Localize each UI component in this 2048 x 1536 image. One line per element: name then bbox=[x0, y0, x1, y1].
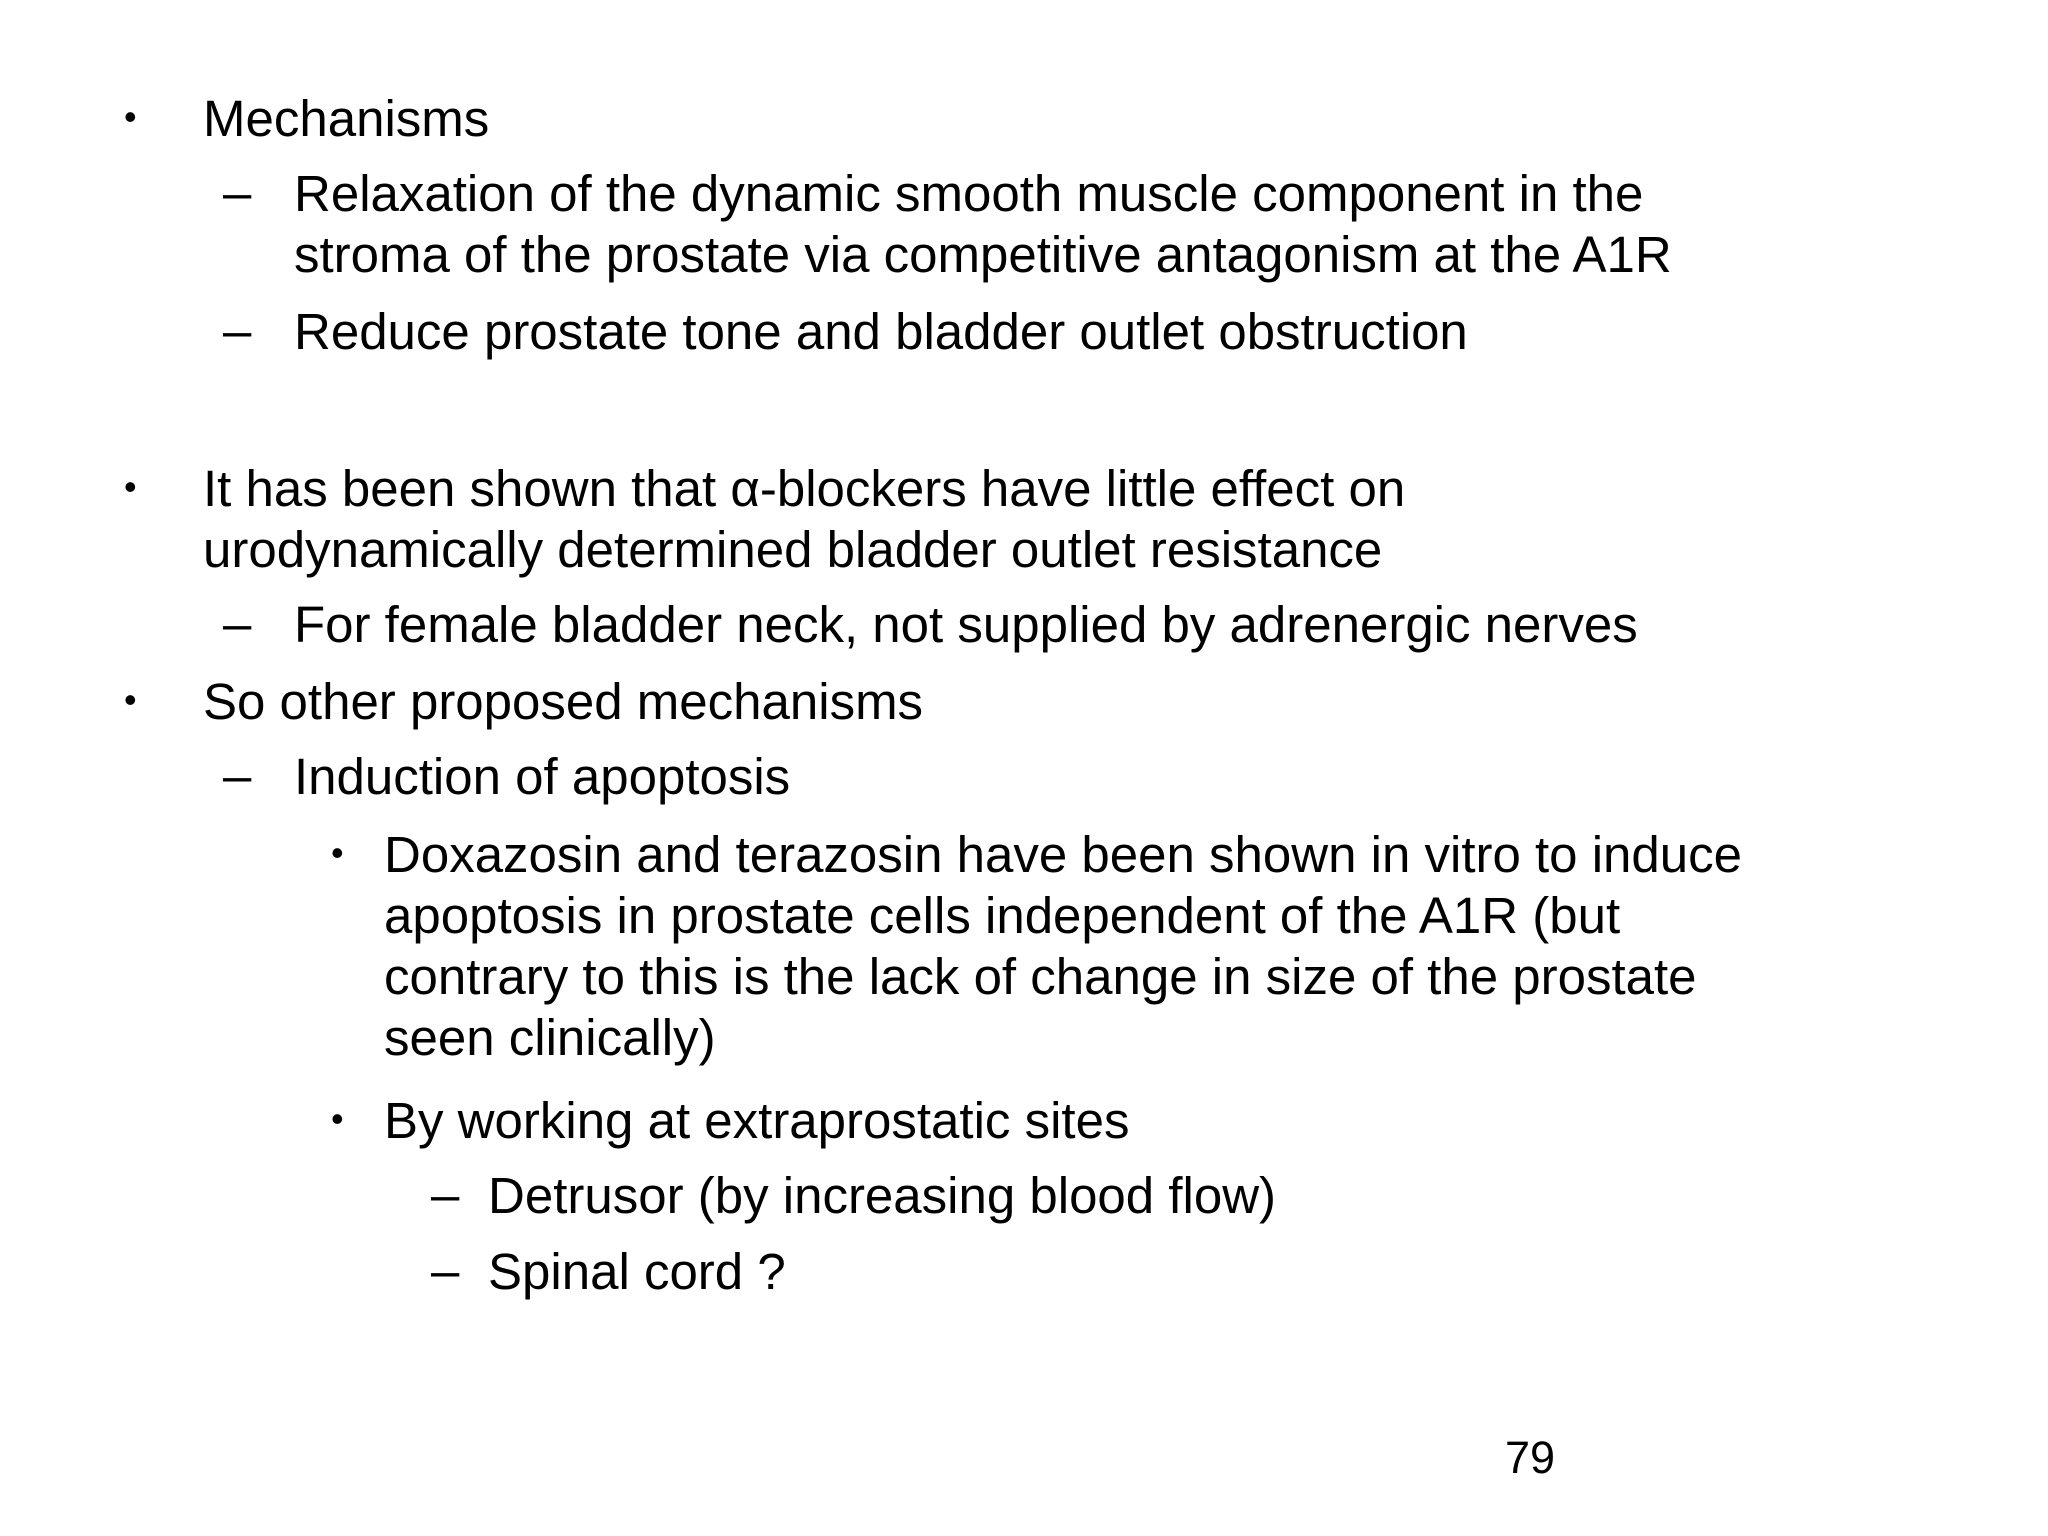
sub-sub-bullet-text: seen clinically) bbox=[384, 1009, 716, 1066]
bullet-text: So other proposed mechanisms bbox=[203, 673, 924, 730]
sub-bullet-text: stroma of the prostate via competitive antagonism at the A1R bbox=[294, 226, 1672, 283]
sub-sub-bullet-text: contrary to this is the lack of change in size of the prostate bbox=[384, 948, 1697, 1005]
dash-marker: – bbox=[431, 1242, 460, 1299]
bullet-text: It has been shown that α-blockers have little effect on bbox=[203, 460, 1406, 517]
sub-sub-bullet-text: apoptosis in prostate cells independent of the A1R (but bbox=[384, 887, 1621, 944]
dash-marker: – bbox=[223, 595, 252, 652]
sub-bullet-text: Reduce prostate tone and bladder outlet obstruction bbox=[294, 303, 1468, 360]
bullet-marker: • bbox=[331, 832, 344, 873]
sub-bullet-text: Relaxation of the dynamic smooth muscle component in the bbox=[294, 165, 1644, 222]
bullet-marker: • bbox=[124, 96, 137, 137]
bullet-text: urodynamically determined bladder outlet resistance bbox=[203, 521, 1383, 578]
sub-bullet-text: For female bladder neck, not supplied by adrenergic nerves bbox=[294, 596, 1638, 653]
sub-bullet-text: Induction of apoptosis bbox=[294, 748, 791, 805]
sub-sub-bullet-text: Doxazosin and terazosin have been shown in vitro to induce bbox=[384, 826, 1742, 883]
dash-marker: – bbox=[431, 1166, 460, 1223]
sub-sub-bullet-text: By working at extraprostatic sites bbox=[384, 1092, 1130, 1149]
bullet-marker: • bbox=[331, 1098, 344, 1139]
dash-marker: – bbox=[223, 164, 252, 221]
bullet-marker: • bbox=[124, 679, 137, 720]
level4-text: Spinal cord ? bbox=[488, 1243, 786, 1300]
dash-marker: – bbox=[223, 302, 252, 359]
level4-text: Detrusor (by increasing blood flow) bbox=[488, 1167, 1277, 1224]
bullet-text: Mechanisms bbox=[203, 90, 490, 147]
dash-marker: – bbox=[223, 747, 252, 804]
bullet-marker: • bbox=[124, 466, 137, 507]
page-number: 79 bbox=[1505, 1432, 1556, 1483]
